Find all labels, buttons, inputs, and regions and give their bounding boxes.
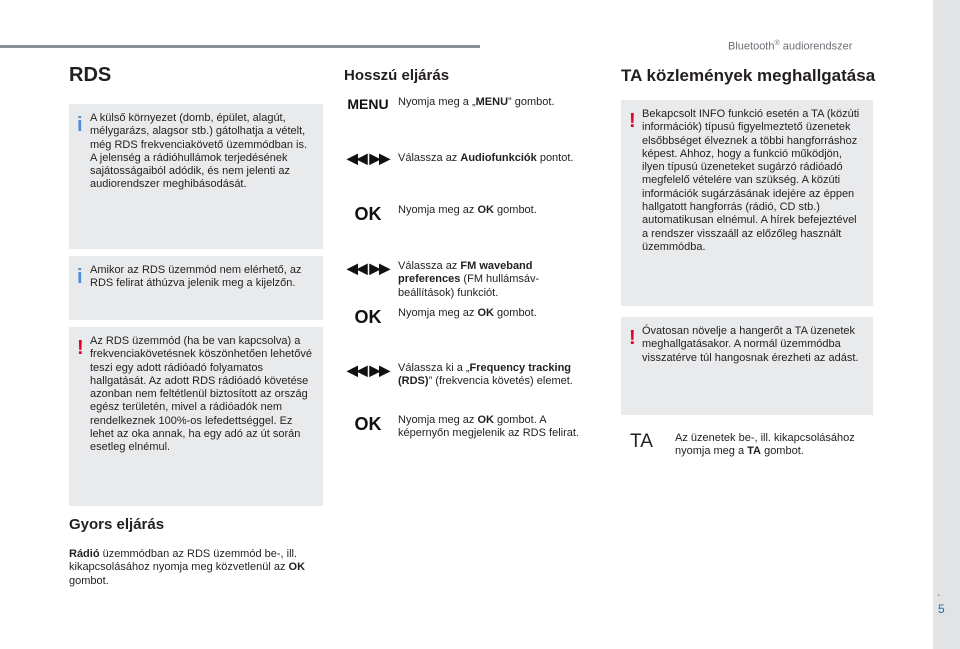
ta-warning-box-2 [621, 317, 873, 415]
warning-icon: ! [629, 327, 636, 349]
step-1-text: Nyomja meg a „MENU” gombot. [398, 96, 555, 108]
step-3-text: Nyomja meg az OK gombot. [398, 204, 537, 216]
rds-info-text-2: Amikor az RDS üzemmód nem elérhető, az RDS felirat áthúzva jelenik meg a kijelzőn. [90, 264, 302, 290]
ok-button-icon: OK [354, 204, 382, 224]
left-right-arrows-icon: ◀◀ ▶▶ [347, 362, 389, 378]
left-right-arrows-icon: ◀◀ ▶▶ [347, 150, 389, 166]
page-marker: . [937, 585, 941, 599]
step-5-text: Nyomja meg az OK gombot. [398, 307, 537, 319]
ok-button-icon: OK [354, 414, 382, 434]
quick-procedure-title: Gyors eljárás [69, 516, 165, 533]
rds-info-box-1 [69, 104, 323, 249]
ta-warning-box-1 [621, 100, 873, 306]
warning-icon: ! [77, 337, 84, 359]
menu-button-icon: MENU [347, 96, 389, 112]
step-4-text: Válassza az FM waveband preferences (FM hullámsáv-beállítások) funkciót. [398, 260, 540, 299]
info-icon: i [77, 266, 83, 288]
header-rule [0, 45, 480, 48]
quick-procedure-text: Rádió üzemmódban az RDS üzemmód be-, ill. kikapcsolásához nyomja meg közvetlenül az OK gombot. [69, 548, 306, 587]
rds-info-box-2 [69, 256, 323, 320]
page-number: 5 [938, 602, 945, 616]
left-right-arrows-icon: ◀◀ ▶▶ [347, 260, 389, 276]
rds-warning-text: Az RDS üzemmód (ha be van kapcsolva) a frekvenciakövetésnek köszönhetően lehetővé teszi egy adott rádióadó folyamatos hallgatását. Az adott RDS rádióadó követése azonban nem feltétlenül biztosított az ország egész területén, mivel a rádióadók nem rendelkeznek 100%-os lefedettséggel. Ez lehet az oka annak, ha egy adó az út során esetleg elnémul. [90, 335, 312, 454]
long-procedure-title: Hosszú eljárás [344, 67, 450, 84]
info-icon: i [77, 114, 83, 136]
running-header: Bluetooth® audiorendszer [728, 40, 853, 53]
ta-button-icon: TA [630, 431, 653, 452]
rds-info-text-1: A külső környezet (domb, épület, alagút, mélygarázs, alagsor stb.) gátolhatja a vételt, még RDS frekvenciakövető üzemmódban is. A jelenség a rádióhullámok terjedésének sajátosságaiból adódik, és nem jelenti az audiorendszer meghibásodását. [90, 112, 308, 191]
rds-title: RDS [69, 64, 112, 86]
ta-title: TA közlemények meghallgatása [621, 66, 876, 85]
step-7-text: Nyomja meg az OK gombot. A képernyőn megjelenik az RDS felirat. [398, 414, 579, 440]
step-6-text: Válassza ki a „Frequency tracking (RDS)” (frekvencia követés) elemet. [398, 362, 573, 388]
page-side-strip [933, 0, 960, 649]
step-2-text: Válassza az Audiofunkciók pontot. [398, 152, 574, 164]
rds-warning-box [69, 327, 323, 506]
warning-icon: ! [629, 110, 636, 132]
ta-warning-text-1: Bekapcsolt INFO funkció esetén a TA (közúti információk) típusú figyelmeztető üzenetek elsőbbséget élveznek a többi hangforráshoz képest. Ahhoz, hogy a funkció működjön, ilyen típusú üzeneteket sugárzó rádióadó megfelelő vételére van szükség. A közúti információk sugárzásának idejére az éppen hallgatott hangforrás (rádió, CD stb.) automatikusan elnémul. A hírek befejeztével a rendszer visszaáll az előzőleg használt üzemmódba. [642, 108, 860, 253]
ta-instruction-text: Az üzenetek be-, ill. kikapcsolásához nyomja meg a TA gombot. [675, 432, 855, 458]
ok-button-icon: OK [354, 307, 382, 327]
ta-warning-text-2: Óvatosan növelje a hangerőt a TA üzenetek meghallgatásakor. A normál üzemmódba visszatérve túl hangosnak érezheti az adást. [642, 325, 859, 364]
